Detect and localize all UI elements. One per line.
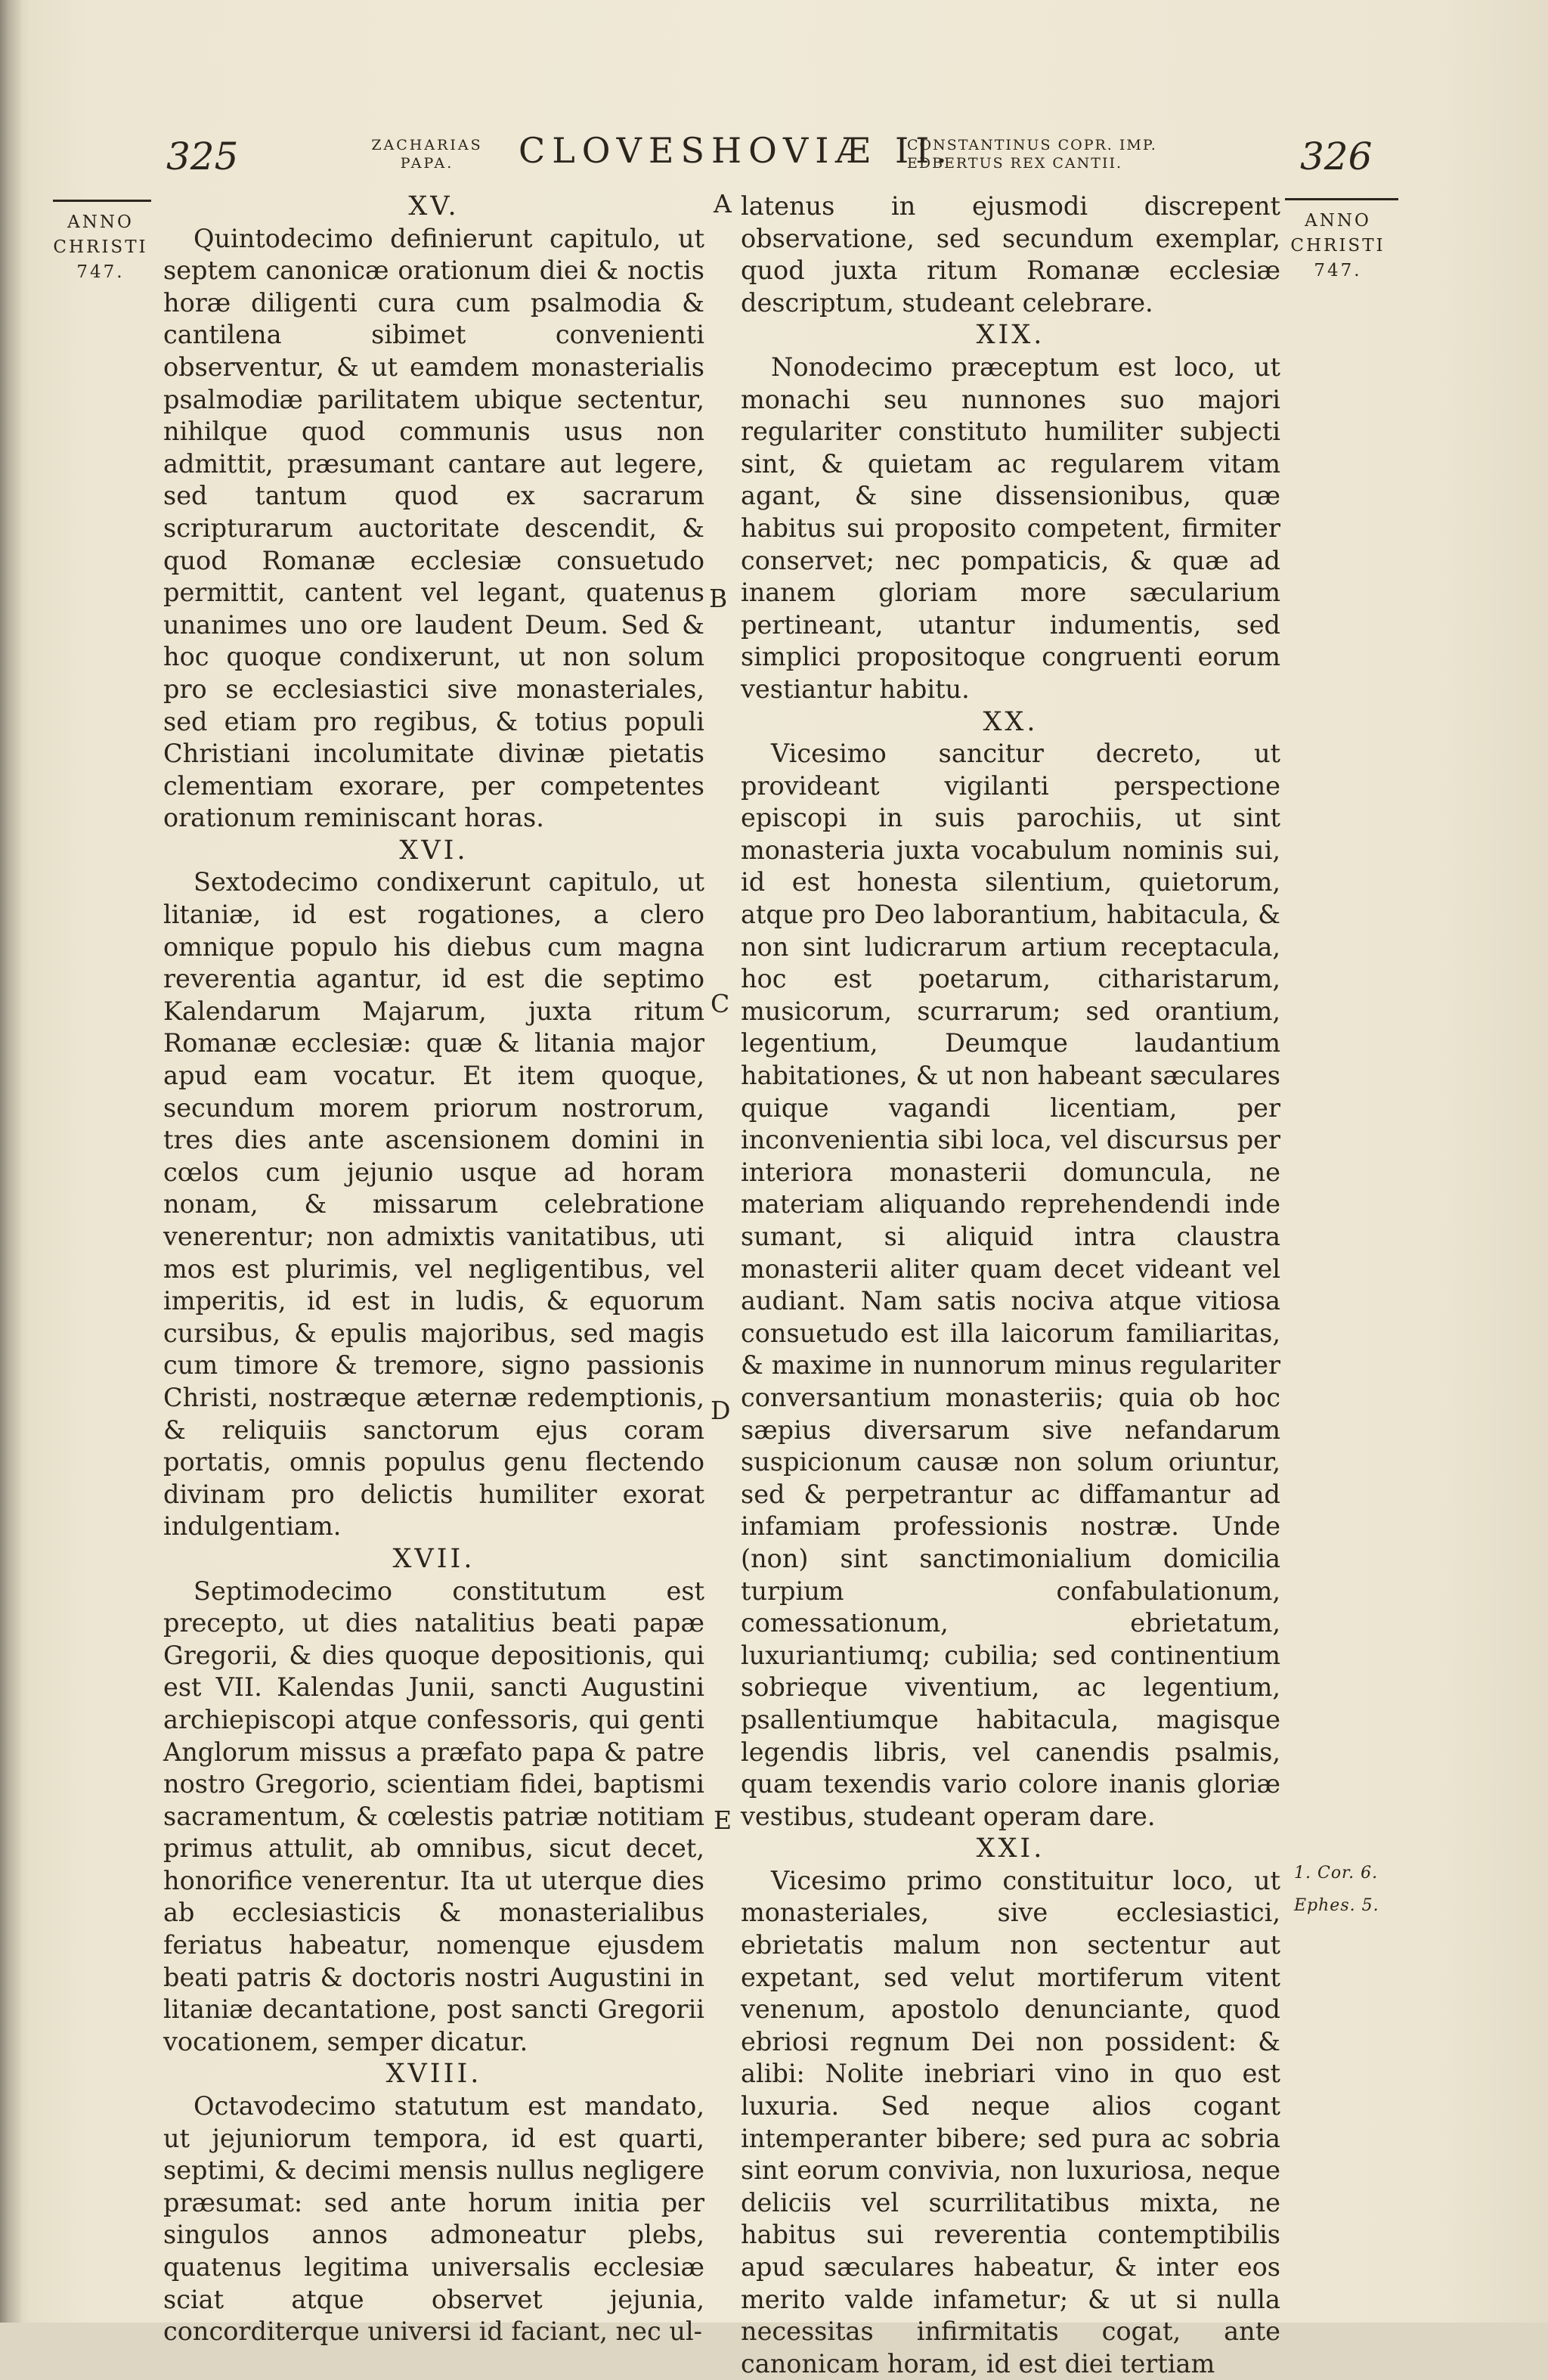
chapter-text-xix: Nonodecimo præceptum est loco, ut monachi seu nunnones suo majori regulariter constituto humiliter subjecti sint, & quietam ac regularem vitam agant, & sine dissensionibus, quæ habitus sui proposito competent, firmiter conservet; nec pompaticis, & quæ ad inanem gloriam more sæcularium pertineant, utantur indumentis, sed simplici propositoque congruenti eorum vestiantur habitu. bbox=[741, 352, 1280, 704]
margin-year-right-year: 747. bbox=[1314, 261, 1362, 280]
margin-year-right-anno: ANNO bbox=[1305, 211, 1371, 231]
margin-year-right bbox=[1285, 209, 1391, 284]
book-binding-shadow bbox=[0, 0, 21, 2323]
section-letter-a: A bbox=[714, 189, 732, 218]
page-number-right: 326 bbox=[1300, 135, 1373, 178]
margin-year-left-christi: CHRISTI bbox=[53, 237, 148, 257]
margin-year-left-year: 747. bbox=[76, 262, 125, 282]
margin-rule-left bbox=[53, 200, 151, 202]
chapter-text-xvi: Sextodecimo condixerunt capitulo, ut litaniæ, id est rogationes, a clero omnique populo his diebus cum magna reverentia agantur, id est die septimo Kalendarum Majarum, juxta ritum Romanæ ecclesiæ: quæ & litania major apud eam vocatur. Et item quoque, secundum morem priorum nostrorum, tres dies ante ascensionem domini in cœlos cum jejunio usque ad horam nonam, & missarum celebratione venerentur; non admixtis vanitatibus, uti mos est plurimis, vel negligentibus, vel imperitis, id est in ludis, & equorum cursibus, & epulis majoribus, sed magis cum timore & tremore, signo passionis Christi, nostræque æternæ redemptionis, & reliquiis sanctorum ejus coram portatis, omnis populus genu flectendo divinam pro delictis humiliter exorat indulgentiam. bbox=[163, 867, 704, 1542]
margin-year-right-christi: CHRISTI bbox=[1290, 236, 1385, 256]
section-letter-c: C bbox=[711, 989, 730, 1018]
header-left-note-line2: PAPA. bbox=[400, 155, 454, 172]
chapter-text-xviii-continued: latenus in ejusmodi discrepent observatione, sed secundum exemplar, quod juxta ritum Romanæ ecclesiæ descriptum, studeant celebrare. bbox=[741, 191, 1280, 318]
section-letter-e: E bbox=[714, 1805, 732, 1835]
header-left-note-line1: ZACHARIAS bbox=[371, 137, 483, 153]
header-right-note-line1: CONSTANTINUS COPR. IMP. bbox=[907, 137, 1157, 153]
section-letter-b: B bbox=[709, 584, 728, 613]
running-title: CLOVESHOVIÆ II. bbox=[519, 130, 954, 171]
page-number-left: 325 bbox=[166, 135, 239, 178]
left-text-column bbox=[163, 191, 704, 2348]
header-right-note bbox=[907, 136, 1285, 172]
chapter-heading-xix: XIX. bbox=[976, 320, 1045, 351]
scripture-reference-corinthians: 1. Cor. 6. bbox=[1294, 1864, 1379, 1883]
header-left-note bbox=[355, 136, 499, 172]
chapter-text-xvii: Septimodecimo constitutum est precepto, ut dies natalitius beati papæ Gregorii, & dies quoque depositionis, qui est VII. Kalendas Junii, sancti Augustini archiepiscopi atque confessoris, qui genti Anglorum missus a præfato papa & patre nostro Gregorio, scientiam fidei, baptismi sacramentum, & cœlestis patriæ notitiam primus attulit, ab omnibus, sicut decet, honorifice venerentur. Ita ut uterque dies ab ecclesiasticis & monasterialibus feriatus habeatur, nomenque ejusdem beati patris & doctoris nostri Augustini in litaniæ decantatione, post sancti Gregorii vocationem, semper dicatur. bbox=[163, 1576, 704, 2056]
chapter-heading-xvi: XVI. bbox=[399, 835, 469, 866]
margin-year-left bbox=[51, 210, 150, 285]
chapter-text-xv: Quintodecimo definierunt capitulo, ut septem canonicæ orationum diei & noctis horæ diligenti cura cum psalmodia & cantilena sibimet convenienti observentur, & ut eamdem monasterialis psalmodiæ parilitatem ubique sectentur, nihilque quod communis usus non admittit, præsumant cantare aut legere, sed tantum quod ex sacrarum scripturarum auctoritate descendit, & quod Romanæ ecclesiæ consuetudo permittit, cantent vel legant, quatenus unanimes uno ore laudent Deum. Sed & hoc quoque condixerunt, ut non solum pro se ecclesiastici sive monasteriales, sed etiam pro regibus, & totius populi Christiani incolumitate divinæ pietatis clementiam exorare, per competentes orationum reminiscant horas. bbox=[163, 223, 704, 833]
right-text-column bbox=[741, 191, 1280, 2380]
chapter-text-xxi: Vicesimo primo constituitur loco, ut monasteriales, sive ecclesiastici, ebrietatis malum non sectentur aut expetant, sed velut mortiferum vitent venenum, apostolo denunciante, quod ebriosi regnum Dei non possident: & alibi: Nolite inebriari vino in quo est luxuria. Sed neque alios cogant intemperanter bibere; sed pura ac sobria sint eorum convivia, non luxuriosa, neque deliciis vel scurrilitatibus mixta, ne habitus sui reverentia contemptibilis apud sæculares habeatur, & inter eos merito valde infametur; & ut si nulla necessitas infirmitatis cogat, ante canonicam horam, id est diei tertiam bbox=[741, 1865, 1280, 2378]
header-right-note-line2: EDBERTUS REX CANTII. bbox=[907, 155, 1122, 172]
margin-year-left-anno: ANNO bbox=[67, 212, 134, 232]
chapter-heading-xxi: XXI. bbox=[976, 1833, 1045, 1864]
chapter-heading-xviii: XVIII. bbox=[385, 2059, 482, 2090]
scripture-reference-ephesians: Ephes. 5. bbox=[1294, 1896, 1379, 1915]
chapter-heading-xx: XX. bbox=[983, 706, 1039, 737]
chapter-text-xviii: Octavodecimo statutum est mandato, ut jejuniorum tempora, id est quarti, septimi, & decimi mensis nullus negligere præsumat: sed ante horum initia per singulos annos admoneatur plebs, quatenus legitima universalis ecclesiæ sciat atque observet jejunia, concorditerque universi id faciant, nec ul- bbox=[163, 2091, 704, 2347]
chapter-heading-xvii: XVII. bbox=[392, 1543, 475, 1574]
chapter-text-xx: Vicesimo sancitur decreto, ut provideant vigilanti perspectione episcopi in suis parochiis, ut sint monasteria juxta vocabulum nominis sui, id est honesta silentium, quietorum, atque pro Deo laborantium, habitacula, & non sint ludicrarum artium receptacula, hoc est poetarum, citharistarum, musicorum, scurrarum; sed orantium, legentium, Deumque laudantium habitationes, & ut non habeant sæculares quique vagandi licentiam, per inconvenientia sibi loca, vel discursus per interiora monasterii domuncula, ne materiam aliquando reprehendendi inde sumant, si aliquid intra claustra monasterii aliter quam decet videant vel audiant. Nam satis nociva atque vitiosa consuetudo est illa laicorum familiaritas, & maxime in nunnorum minus regulariter conversantium monasteriis; quia ob hoc sæpius diversarum sive nefandarum suspicionum causæ non solum oriuntur, sed & perpetrantur ac diffamantur ad infamiam professionis nostræ. Unde (non) sint sanctimonialium domicilia turpium confabulationum, comessationum, ebrietatum, luxuriantiumq; cubilia; sed continentium sobrieque viventium, ac legentium, psallentiumque habitacula, magisque legendis libris, vel canendis psalmis, quam texendis vario colore inanis gloriæ vestibus, studeant operam dare. bbox=[741, 739, 1280, 1831]
margin-rule-right bbox=[1285, 198, 1398, 200]
section-letter-d: D bbox=[711, 1396, 731, 1425]
chapter-heading-xv: XV. bbox=[408, 191, 460, 222]
